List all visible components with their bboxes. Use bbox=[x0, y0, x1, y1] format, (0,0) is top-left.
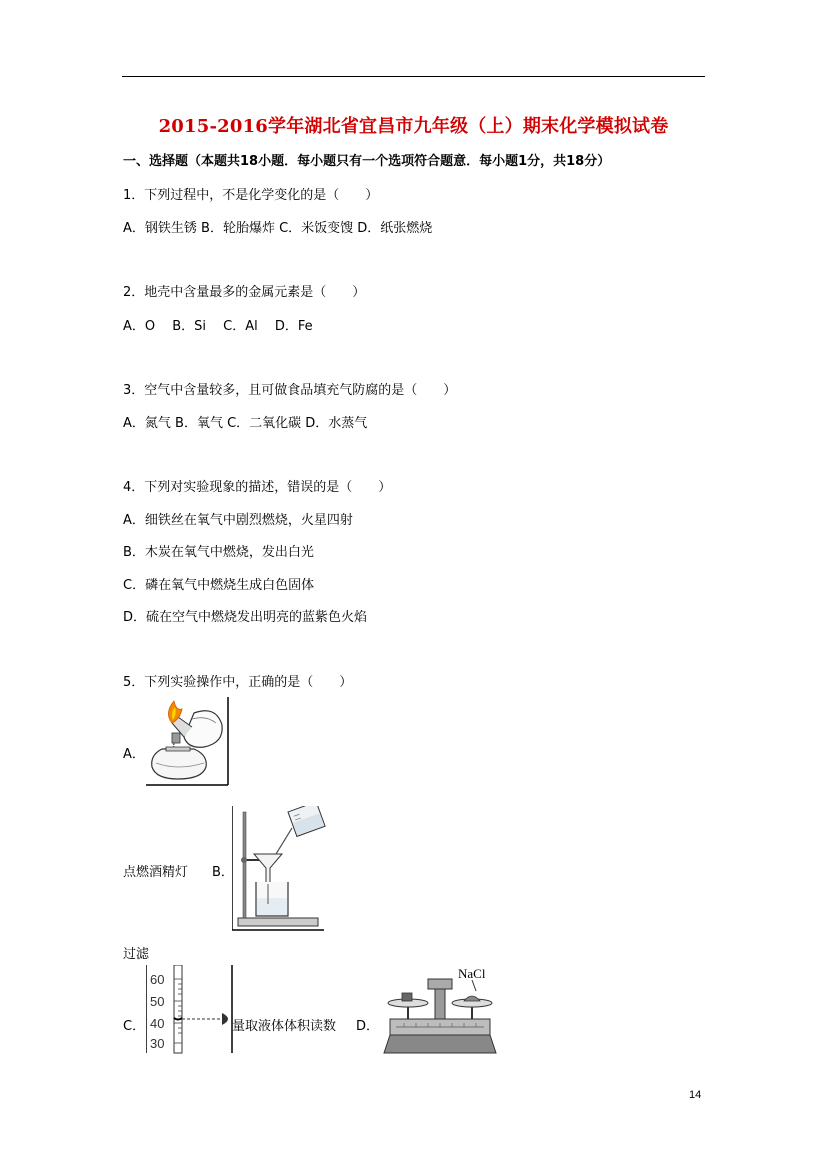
filtration-figure bbox=[232, 806, 332, 934]
question-2-options: A．O B．Si C．Al D．Fe bbox=[123, 319, 313, 334]
balance-figure bbox=[380, 965, 500, 1057]
question-3-stem: 3．空气中含量较多，且可做食品填充气防腐的是（ ） bbox=[123, 383, 457, 398]
question-4-option-d: D．硫在空气中燃烧发出明亮的蓝紫色火焰 bbox=[123, 610, 368, 625]
question-4-option-a: A．细铁丝在氧气中剧烈燃烧，火星四射 bbox=[123, 513, 353, 528]
question-5-stem: 5．下列实验操作中，正确的是（ ） bbox=[123, 675, 353, 690]
cylinder-tick-60: 60 bbox=[150, 972, 165, 987]
nacl-label: NaCl bbox=[458, 966, 486, 981]
option-c-label: C． bbox=[123, 1019, 146, 1034]
question-2-stem: 2．地壳中含量最多的金属元素是（ ） bbox=[123, 285, 366, 300]
option-b-caption: 过滤 bbox=[123, 947, 150, 962]
section-heading: 一、选择题（本题共18小题．每小题只有一个选项符合题意．每小题1分，共18分） bbox=[123, 154, 611, 169]
option-c-caption: 量取液体体积读数 bbox=[232, 1019, 337, 1034]
question-4-option-b: B．木炭在氧气中燃烧，发出白光 bbox=[123, 545, 314, 560]
question-3-options: A．氮气 B．氧气 C．二氧化碳 D．水蒸气 bbox=[123, 416, 368, 431]
option-a-caption: 点燃酒精灯 bbox=[123, 865, 189, 880]
page-number: 14 bbox=[689, 1089, 702, 1101]
alcohol-lamp-figure bbox=[146, 697, 230, 787]
exam-title: 2015-2016学年湖北省宜昌市九年级（上）期末化学模拟试卷 bbox=[158, 116, 669, 137]
cylinder-tick-30: 30 bbox=[150, 1036, 165, 1051]
question-1-stem: 1．下列过程中，不是化学变化的是（ ） bbox=[123, 188, 379, 203]
option-a-label: A． bbox=[123, 747, 145, 762]
graduated-cylinder-figure bbox=[146, 965, 236, 1055]
cylinder-tick-40: 40 bbox=[150, 1016, 165, 1031]
question-4-stem: 4．下列对实验现象的描述，错误的是（ ） bbox=[123, 480, 392, 495]
option-b-label: B． bbox=[212, 865, 234, 880]
question-4-option-c: C．磷在氧气中燃烧生成白色固体 bbox=[123, 578, 315, 593]
question-1-options: A．钢铁生锈 B．轮胎爆炸 C．米饭变馊 D．纸张燃烧 bbox=[123, 221, 433, 236]
option-d-label: D． bbox=[356, 1019, 380, 1034]
cylinder-tick-50: 50 bbox=[150, 994, 165, 1009]
header-rule bbox=[122, 76, 705, 77]
